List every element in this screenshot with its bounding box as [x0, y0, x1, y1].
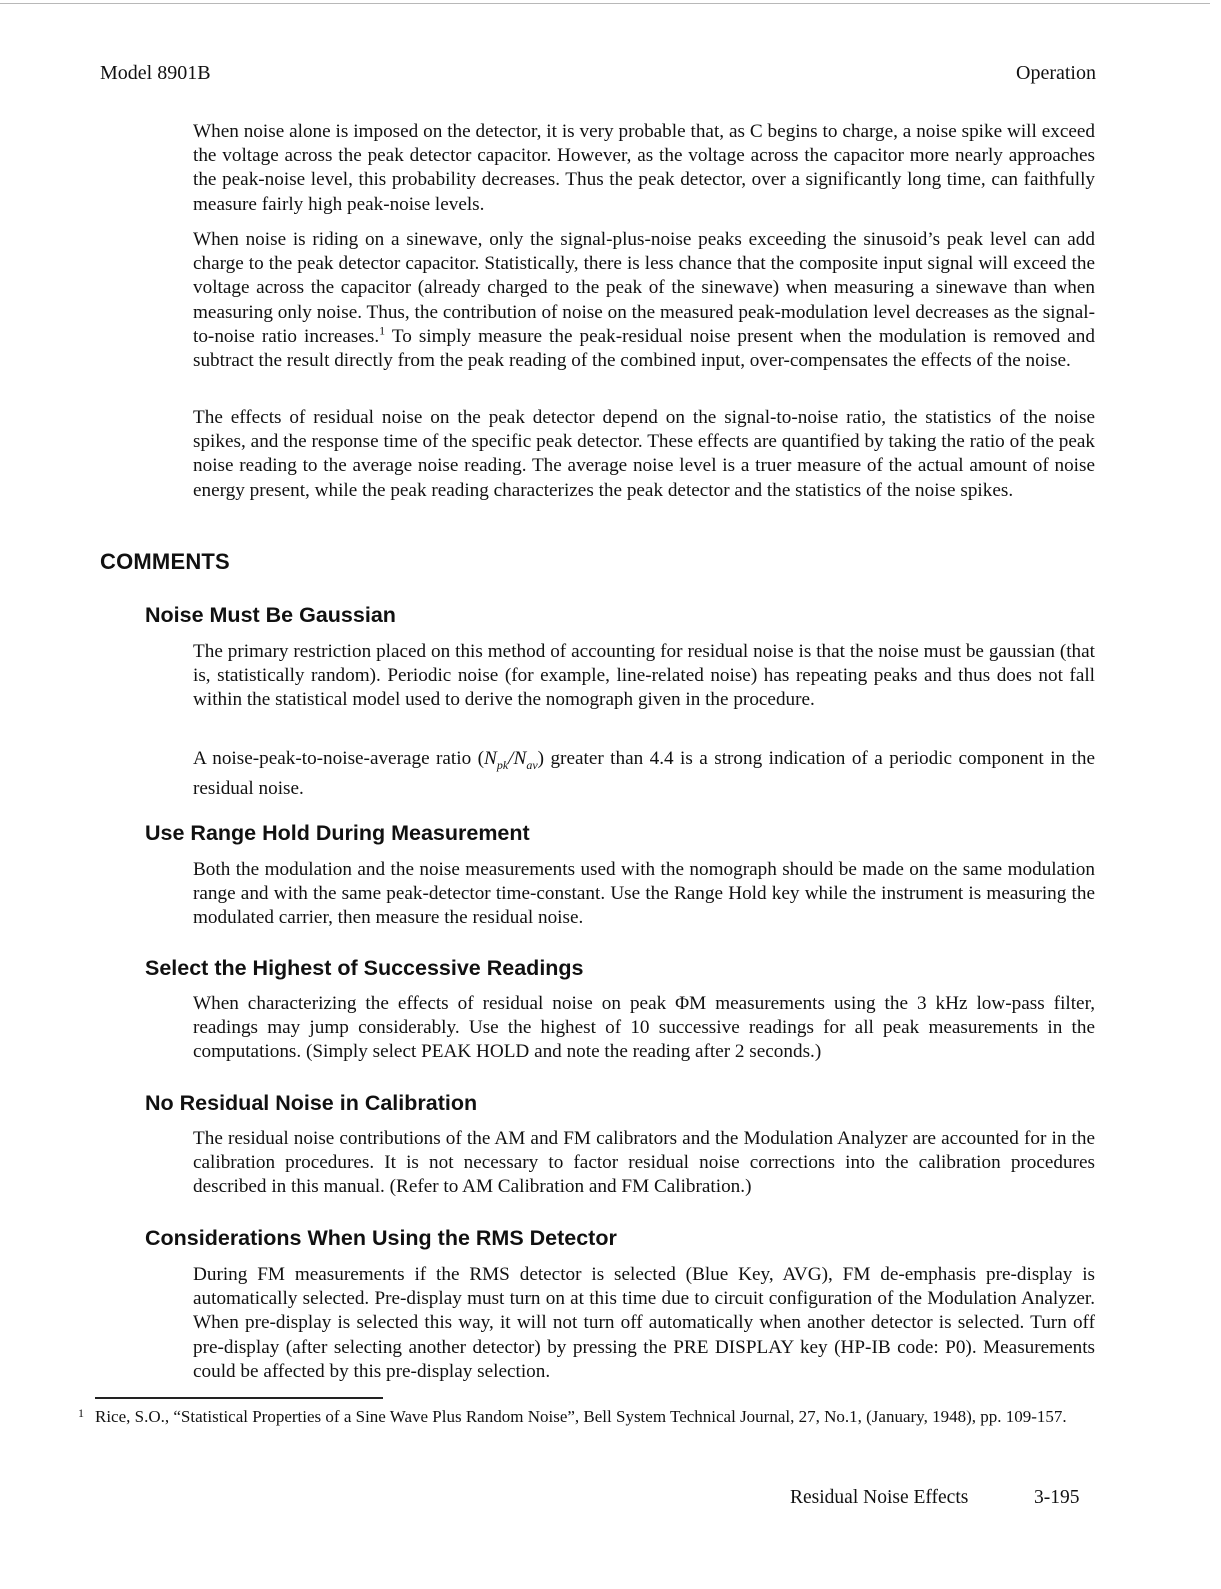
- calibration-heading: No Residual Noise in Calibration: [145, 1091, 478, 1115]
- ratio-n-peak: N: [484, 748, 497, 769]
- rms-detector-heading: Considerations When Using the RMS Detector: [145, 1226, 617, 1250]
- gaussian-paragraph-2: [193, 747, 1095, 801]
- ratio-sub-pk: pk: [496, 757, 509, 772]
- gaussian-paragraph-2-part-a: A noise-peak-to-noise-average ratio (: [193, 748, 485, 769]
- ratio-sub-av: av: [526, 757, 538, 772]
- range-hold-paragraph: Both the modulation and the noise measurements used with the nomograph should be made on the same modulation range and with the same peak-detector time-constant. Use the Range Hold key while the instrument is measuring the modulated carrier, then measure the residual noise.: [193, 859, 1095, 929]
- footnote-rule: [95, 1397, 383, 1399]
- footer-page-number: 3-195: [1034, 1487, 1080, 1508]
- footer-section-title: Residual Noise Effects: [790, 1487, 969, 1508]
- gaussian-heading: Noise Must Be Gaussian: [145, 603, 396, 627]
- top-rule: [0, 3, 1210, 4]
- intro-paragraph-1: When noise alone is imposed on the detector, it is very probable that, as C begins to charge, a noise spike will exceed the voltage across the peak detector capacitor. However, as the voltage across the capacitor more nearly approaches the peak-noise level, this probability decreases. Thus the peak detector, over a significantly long time, can faithfully measure fairly high peak-noise levels.: [193, 121, 1095, 215]
- footnote-text: Rice, S.O., “Statistical Properties of a Sine Wave Plus Random Noise”, Bell System Technical Journal, 27, No.1, (January, 1948), pp. 109-157.: [95, 1407, 1067, 1426]
- highest-readings-paragraph: When characterizing the effects of residual noise on peak ΦM measurements using the 3 kHz low-pass filter, readings may jump considerably. Use the highest of 10 successive readings for all peak measurements in the computations. (Simply select PEAK HOLD and note the reading after 2 seconds.): [193, 993, 1095, 1063]
- intro-paragraph-2-part-b: To simply measure the peak-residual noise present when the modulation is removed and subtract the result directly from the peak reading of the combined input, over-compensates the effects of the noise.: [193, 325, 1095, 372]
- ratio-slash: /: [508, 748, 514, 769]
- footnote-mark: 1: [78, 1406, 84, 1420]
- comments-heading: COMMENTS: [100, 549, 230, 574]
- header-model: Model 8901B: [100, 62, 211, 84]
- header-section: Operation: [1016, 62, 1096, 84]
- gaussian-paragraph-2-part-b: ) greater than 4.4 is a strong indication of a periodic component in the residual noise.: [193, 748, 1095, 800]
- intro-paragraph-3: The effects of residual noise on the peak detector depend on the signal-to-noise ratio, the statistics of the noise spikes, and the response time of the specific peak detector. These effects are quantified by taking the ratio of the peak noise reading to the average noise reading. The average noise level is a truer measure of the actual amount of noise energy present, while the peak reading characterizes the peak detector and the statistics of the noise spikes.: [193, 407, 1095, 501]
- highest-readings-heading: Select the Highest of Successive Readings: [145, 956, 584, 980]
- ratio-n-average: N: [513, 748, 527, 769]
- gaussian-paragraph-1: The primary restriction placed on this method of accounting for residual noise is that the noise must be gaussian (that is, statistically random). Periodic noise (for example, line-related noise) has repeating peaks and thus does not fall within the statistical model used to derive the nomograph given in the procedure.: [193, 641, 1095, 711]
- footnote-reference: 1: [379, 323, 386, 338]
- ratio-formula: [484, 748, 538, 772]
- intro-paragraph-2: [193, 228, 1095, 373]
- range-hold-heading: Use Range Hold During Measurement: [145, 821, 530, 845]
- rms-detector-paragraph: During FM measurements if the RMS detector is selected (Blue Key, AVG), FM de-emphasis pre-display is automatically selected. Pre-display must turn on at this time due to circuit configuration of the Modulation Analyzer. When pre-display is selected this way, it will not turn off automatically when another detector is selected. Turn off pre-display (after selecting another detector) by pressing the PRE DISPLAY key (HP-IB code: P0). Measurements could be affected by this pre-display selection.: [193, 1264, 1095, 1382]
- intro-paragraph-2-part-a: When noise is riding on a sinewave, only the signal-plus-noise peaks exceeding the sinusoid’s peak level can add charge to the peak detector capacitor. Statistically, there is less chance that the composite input signal will exceed the voltage across the capacitor (already charged to the peak of the sinewave) when measuring a sinewave than when measuring only noise. Thus, the contribution of noise on the measured peak-modulation level decreases as the signal-to-noise ratio increases.: [193, 229, 1095, 347]
- calibration-paragraph: The residual noise contributions of the AM and FM calibrators and the Modulation Analyzer are accounted for in the calibration procedures. It is not necessary to factor residual noise corrections into the calibration procedures described in this manual. (Refer to AM Calibration and FM Calibration.): [193, 1128, 1095, 1198]
